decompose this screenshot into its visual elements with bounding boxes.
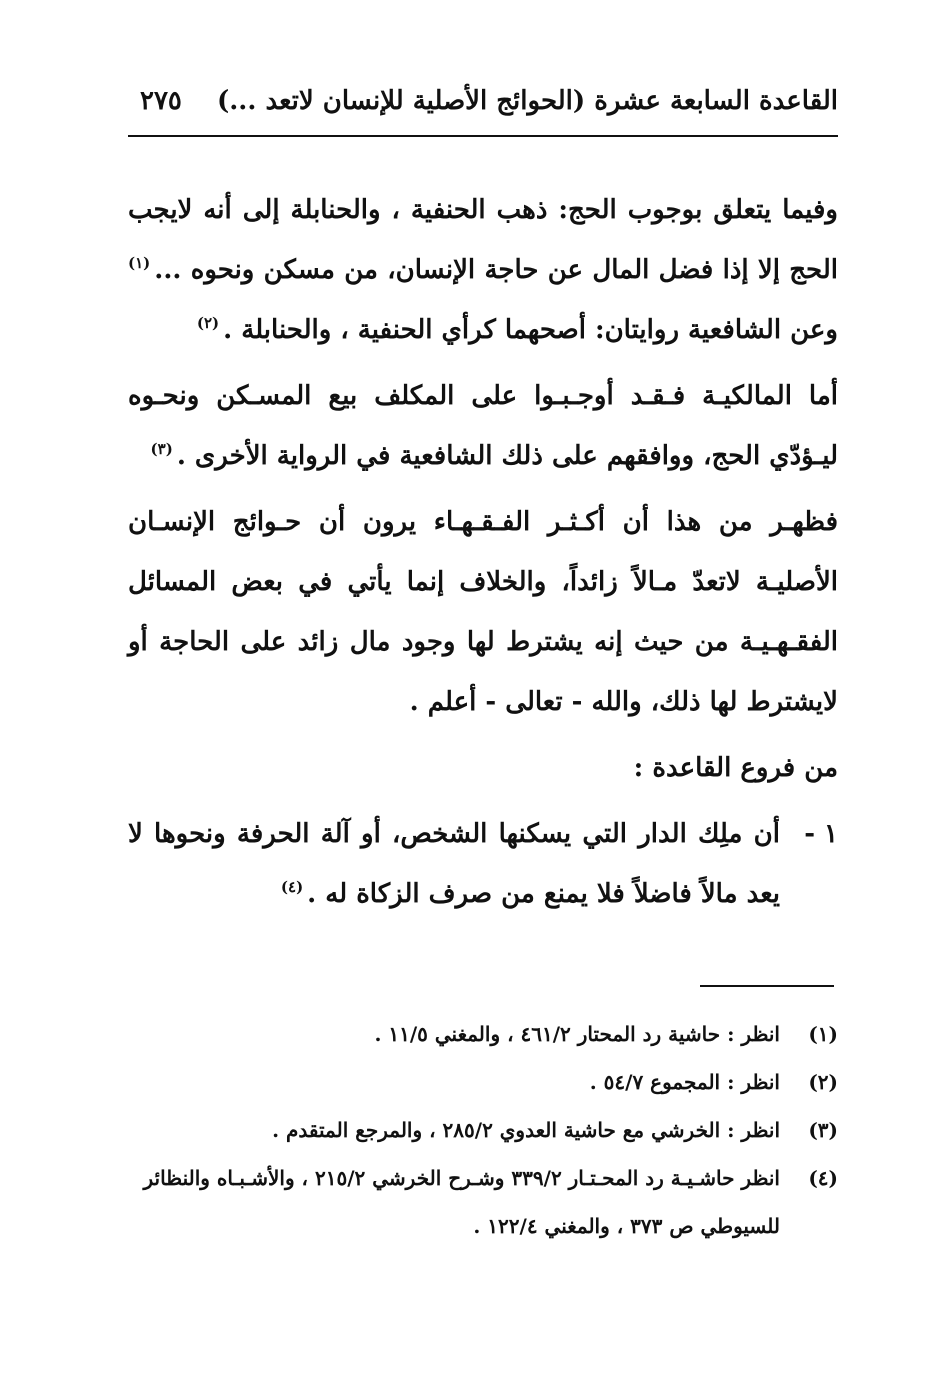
page-number: ٢٧٥ (140, 86, 182, 116)
footnote-number: (٣) (808, 1118, 838, 1142)
paragraph-3 (128, 492, 838, 732)
paragraph-1-text-b: وعن الشافعية روايتان: أصحهما كرأي الحنفية ، والحنابلة . (223, 315, 838, 345)
paragraph-1 (128, 180, 838, 360)
footnote-number: (٤) (808, 1166, 838, 1190)
footnote-text: انظر : حاشية رد المحتار ٤٦١/٢ ، والمغني ١١/٥ . (374, 1022, 780, 1046)
footnote-ref-1: (١) (128, 254, 151, 273)
paragraph-2 (128, 366, 838, 486)
paragraph-2-text: أما المالكيـة فـقـد أوجـبـوا على المكلف بيع المسـكن ونحـوه ليـؤدّي الحج، ووافقهم على ذلك الشافعية في الرواية الأخرى . (128, 381, 838, 471)
list-item-number: ١ - (804, 819, 838, 849)
list-item-body (128, 804, 780, 924)
footnote-text: انظر حاشـيـة رد المحـتـار ٣٣٩/٢ وشـرح الخرشي ٢١٥/٢ ، والأشـبـاه والنظائر للسيوطي ص ٣٧٣ ، والمغني ١٢٢/٤ . (143, 1166, 780, 1238)
footnote-ref-3: (٣) (150, 440, 173, 459)
footnote-text: انظر : الخرشي مع حاشية العدوي ٢٨٥/٢ ، والمرجع المتقدم . (272, 1118, 780, 1142)
footnote-2 (128, 1058, 838, 1106)
footnote-divider (700, 985, 834, 987)
paragraph-3-text: فظهـر من هذا أن أكـثـر الفـقـهـاء يرون أن حـوائج الإنسـان الأصليـة لاتعدّ مـالاً زائداً، والخلاف إنما يأتي في بعض المسائل الفقـهـيـة من حيث إنه يشترط لها وجود مال زائد على الحاجة أو لايشترط لها ذلك، والله - تعالى - أعلم . (128, 507, 838, 717)
list-item-text: أن ملِك الدار التي يسكنها الشخص، أو آلة الحرفة ونحوها لا يعد مالاً فاضلاً فلا يمنع من صرف الزكاة له . (128, 819, 780, 909)
footnote-3 (128, 1106, 838, 1154)
header-divider (128, 135, 838, 137)
footnote-ref-2: (٢) (196, 314, 220, 333)
footnote-text: انظر : المجموع ٥٤/٧ . (589, 1070, 780, 1094)
footnote-number: (٢) (808, 1070, 838, 1094)
section-subheading: من فروع القاعدة : (633, 753, 838, 783)
footnote-1 (128, 1010, 838, 1058)
footnote-number: (١) (808, 1022, 838, 1046)
paragraph-1-text-a: وفيما يتعلق بوجوب الحج: ذهب الحنفية ، والحنابلة إلى أنه لايجب الحج إلا إذا فضل المال عن حاجة الإنسان، من مسكن ونحوه ... (128, 195, 838, 285)
running-title: القاعدة السابعة عشرة (الحوائج الأصلية للإنسان لاتعد ...) (216, 86, 838, 116)
footnote-4 (128, 1154, 838, 1250)
footnote-ref-4: (٤) (280, 878, 304, 897)
main-text (128, 180, 838, 924)
list-item-1 (128, 804, 838, 924)
footnotes (128, 1010, 838, 1250)
page-header (128, 82, 838, 132)
